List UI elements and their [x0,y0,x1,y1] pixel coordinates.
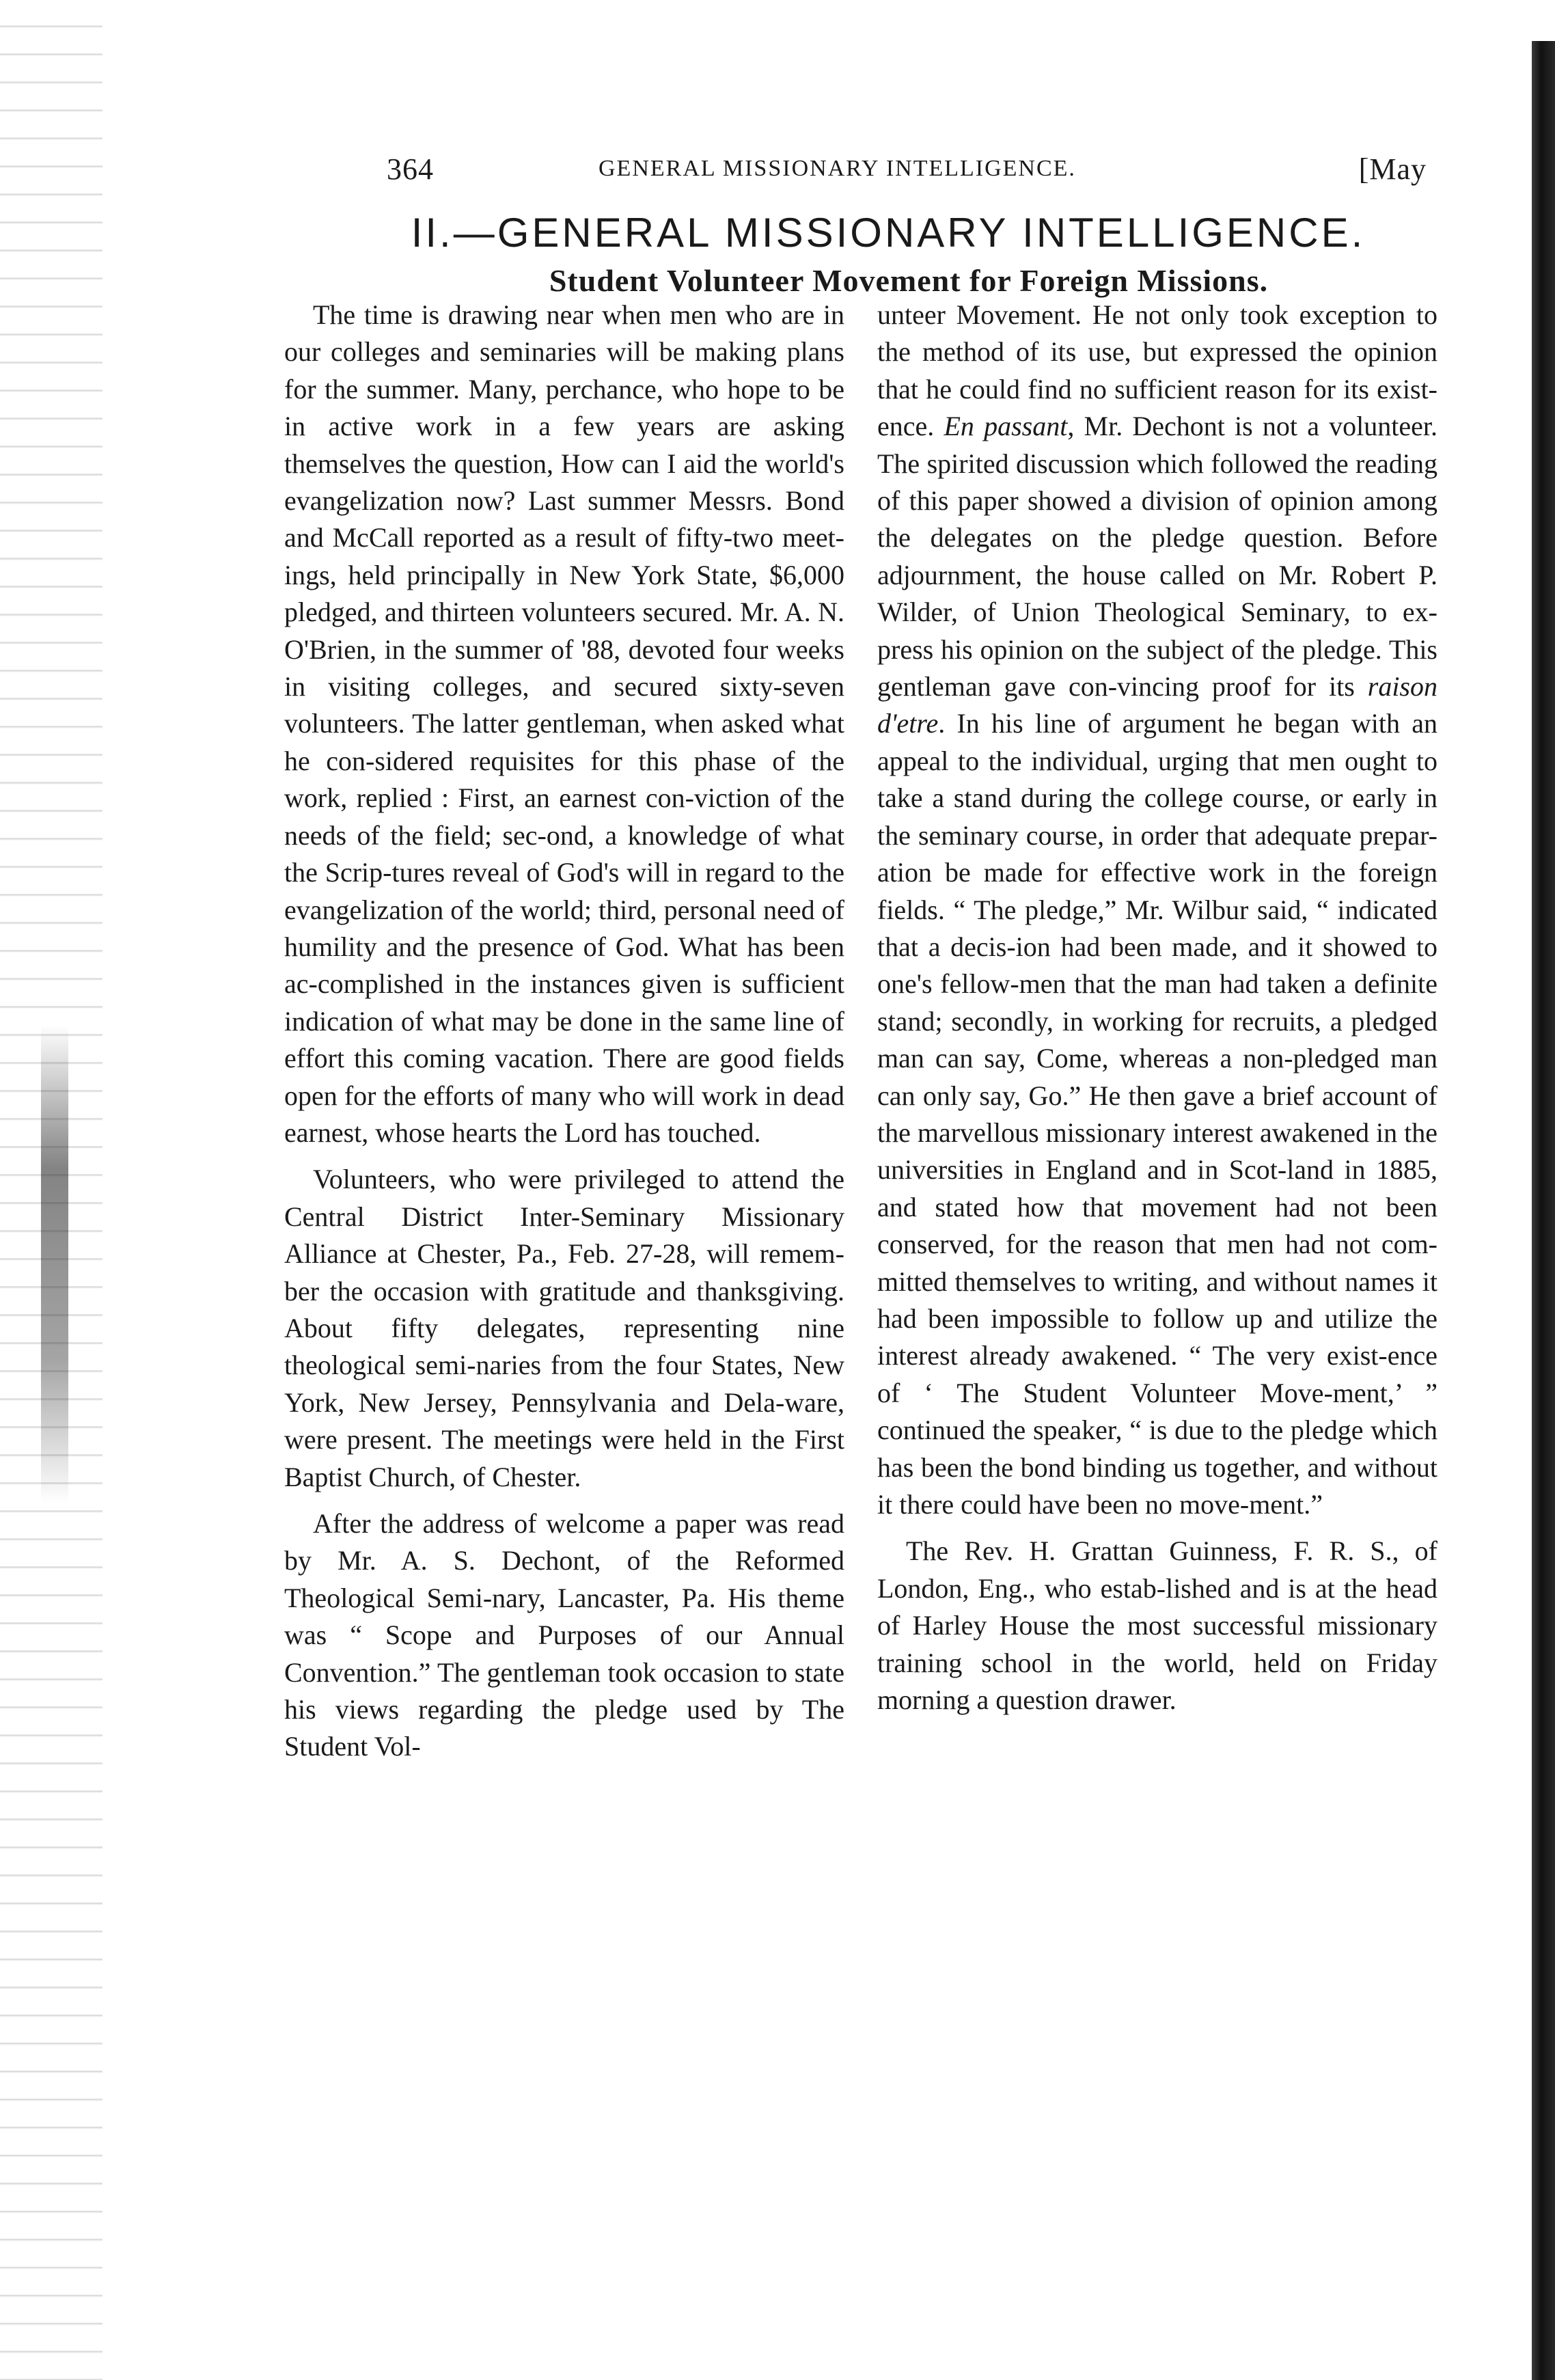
page-number: 364 [387,152,434,186]
paragraph-pledge-discussion [877,297,1437,1523]
article-subtitle: Student Volunteer Movement for Foreign Missions. [549,263,1269,298]
section-title: II.—GENERAL MISSIONARY INTELLIGENCE. [411,210,1366,256]
right-column [877,297,1437,1728]
text-run: , Mr. Dechont is not a volunteer. The spirited discussion which followed the reading of this paper showed a division of opinion among the delegates on the pledge question. Before adjournment, the house called on Mr. Robert P. Wilder, of Union Theological Seminary, to ex-press his opinion on the subject of the pledge. This gentleman gave con-vincing proof for its [877,411,1437,702]
italic-raison-detre: raison d'etre [877,671,1437,739]
paragraph-summer-work: The time is drawing near when men who are in our colleges and seminaries will be making plans for the summer. Many, perchance, who hope to be in active work in a few years are asking themselves the question, How can I aid the world's evangelization now? Last summer Messrs. Bond and McCall reported as a result of fifty-two meet-ings, held principally in New York State, $6,000 pledged, and thirteen volunteers secured. Mr. A. N. O'Brien, in the summer of '88, devoted four weeks in visiting colleges, and secured sixty-seven volunteers. The latter gentleman, when asked what he con-sidered requisites for this phase of the work, replied : First, an earnest con-viction of the needs of the field; sec-ond, a knowledge of what the Scrip-tures reveal of God's will in regard to the evangelization of the world; third, personal need of humility and the presence of God. What has been ac-complished in the instances given is sufficient indication of what may be done in the same line of effort this coming vacation. There are good fields open for the efforts of many who will work in dead earnest, whose hearts the Lord has touched. [284,299,844,1148]
left-column [284,297,844,1775]
paragraph-dechont-paper: After the address of welcome a paper was read by Mr. A. S. Dechont, of the Reformed Theological Semi-nary, Lancaster, Pa. His theme was “ Scope and Purposes of our Annual Convention.” The gentleman took occasion to state his views regarding the pledge used by The Student Vol- [284,1508,844,1762]
scan-edge-right [1532,41,1555,2380]
running-head-title: GENERAL MISSIONARY INTELLIGENCE. [598,156,1076,181]
running-head [387,152,1427,193]
scan-binding-shadow [41,1025,68,1503]
italic-en-passant: En passant [944,411,1068,442]
running-head-month: [May [1358,152,1427,186]
text-run: unteer Movement. He not only took exception to the method of its use, but expressed the opinion that he could find no sufficient reason for its exist-ence. [877,299,1437,442]
text-run: . In his line of argument he began with an appeal to the individual, urging that men ought to take a stand during the college course, or early in the seminary course, in order that adequate prepar-ation be made for effective work in the foreign fields. “ The pledge,” Mr. Wilbur said, “ indicated that a decis-ion had been made, and it showed to one's fellow-men that the man had taken a definite stand; secondly, in working for recruits, a pledged man can say, Come, whereas a non-pledged man can only say, Go.” He then gave a brief account of the marvellous missionary interest awakened in the universities in England and in Scot-land in 1885, and stated how that movement had not been conserved, for the reason that men had not com-mitted themselves to writing, and without names it had been impossible to follow up and utilize the interest already awakened. “ The very exist-ence of ‘ The Student Volunteer Move-ment,’ ” continued the speaker, “ is due to the pledge which has been the bond binding us together, and without it there could have been no move-ment.” [877,708,1437,1520]
paragraph-chester-alliance: Volunteers, who were privileged to attend the Central District Inter-Seminary Missionary Alliance at Chester, Pa., Feb. 27-28, will remem-ber the occasion with gratitude and thanksgiving. About fifty delegates, representing nine theological semi-naries from the four States, New York, New Jersey, Pennsylvania and Dela-ware, were present. The meetings were held in the First Baptist Church, of Chester. [284,1164,844,1492]
paragraph-grattan-guinness: The Rev. H. Grattan Guinness, F. R. S., of London, Eng., who estab-lished and is at the head of Harley House the most successful missionary training school in the world, held on Friday morning a question drawer. [877,1535,1437,1716]
